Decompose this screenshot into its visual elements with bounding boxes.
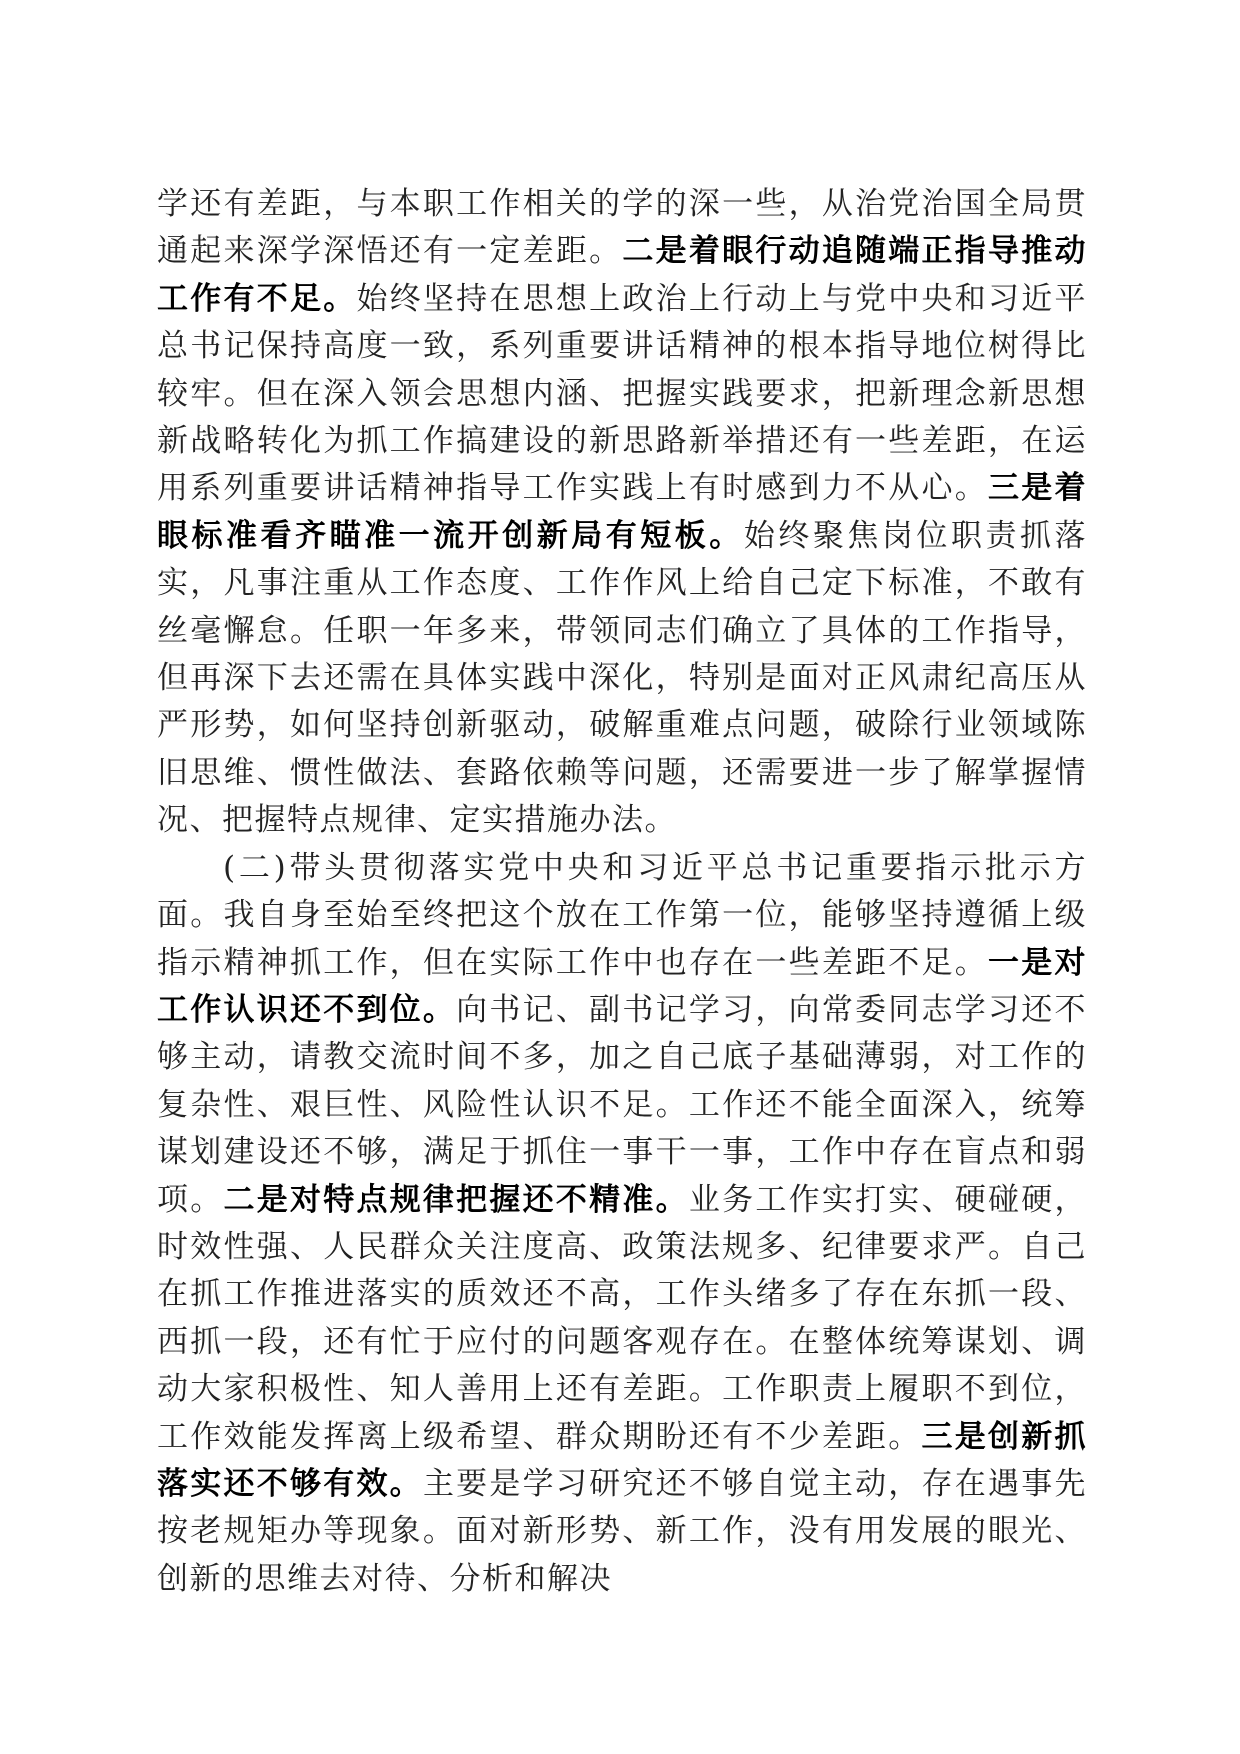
text-run: 我自身至始至终把这个放在工作第一位，能够坚持遵循上级指示精神抓工作，但在实际工作中也存在一些差距不足。 — [157, 897, 1088, 981]
bold-heading-run: 二是着眼行动追随端正指导推动工作有不足。 — [157, 233, 1088, 317]
text-run: 学还有差距，与本职工作相关的学的深一些，从治党治国全局贯通起来深学深悟还有一定差距。 — [157, 186, 1087, 270]
text-run: 业务工作实打实、硬碰硬，时效性强、人民群众关注度高、政策法规多、纪律要求严。自己在抓工作推进落实的质效还不高，工作头绪多了存在东抓一段、西抓一段，还有忙于应付的问题客观存在。在整体统筹谋划、调动大家积极性、知人善用上还有差距。工作职责上履职不到位，工作效能发挥离上级希望、群众期盼还有不少差距。 — [157, 1181, 1088, 1455]
bold-heading-run: 二是对特点规律把握还不精准。 — [223, 1181, 689, 1218]
text-run: 向书记、副书记学习，向常委同志学习还不够主动，请教交流时间不多，加之自己底子基础薄弱，对工作的复杂性、艰巨性、风险性认识不足。工作还不能全面深入，统筹谋划建设还不够，满足于抓住一事干一事，工作中存在盲点和弱项。 — [157, 991, 1088, 1218]
text-run: 始终坚持在思想上政治上行动上与党中央和习近平总书记保持高度一致，系列重要讲话精神的根本指导地位树得比较牢。但在深入领会思想内涵、把握实践要求，把新理念新思想新战略转化为抓工作搞建设的新思路新举措还有一些差距，在运用系列重要讲话精神指导工作实践上有时感到力不从心。 — [157, 280, 1088, 507]
bold-heading-run: 三是创新抓落实还不够有效。 — [157, 1418, 1088, 1502]
bold-heading-run: 三是着眼标准看齐瞄准一流开创新局有短板。 — [157, 470, 1088, 554]
section-heading-run: (二)带头贯彻落实党中央和习近平总书记重要指示批示方面。 — [157, 849, 1087, 934]
bold-heading-run: 一是对工作认识还不到位。 — [157, 944, 1088, 1028]
text-run: 主要是学习研究还不够自觉主动，存在遇事先按老规矩办等现象。面对新形势、新工作，没有用发展的眼光、创新的思维去对待、分析和解决 — [157, 1465, 1088, 1597]
paragraph-1 — [157, 181, 1087, 845]
document-body — [157, 181, 1087, 1603]
text-run: 始终聚焦岗位职责抓落实，凡事注重从工作态度、工作作风上给自己定下标准，不敢有丝毫懈怠。任职一年多来，带领同志们确立了具体的工作指导，但再深下去还需在具体实践中深化，特别是面对正风肃纪高压从严形势，如何坚持创新驱动，破解重难点问题，破除行业领域陈旧思维、惯性做法、套路依赖等问题，还需要进一步了解掌握情况、把握特点规律、定实措施办法。 — [157, 517, 1088, 839]
paragraph-2 — [157, 845, 1087, 1604]
